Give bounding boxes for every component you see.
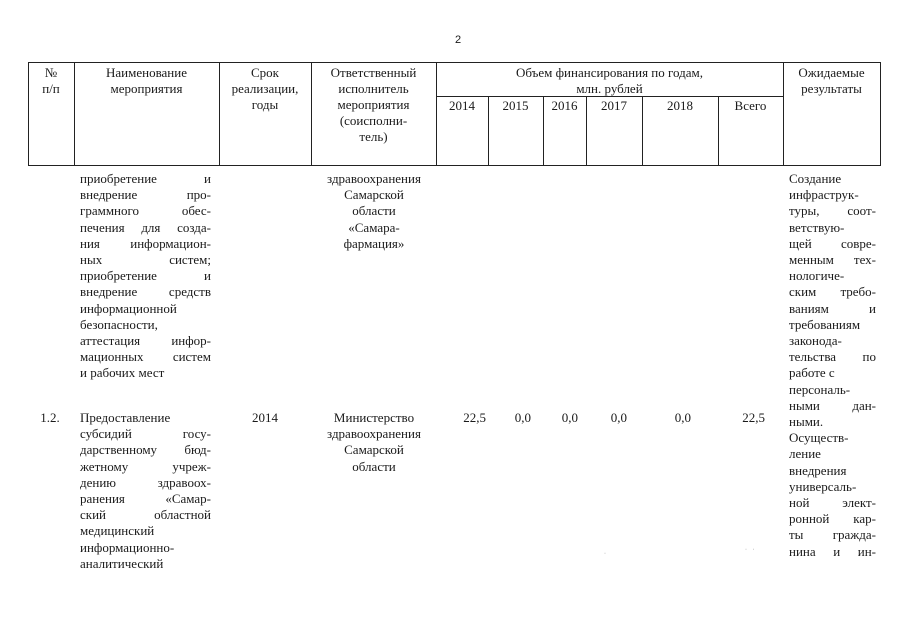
header-period: Срок реализации, годы	[231, 65, 299, 112]
row-1-2-value-total: 22,5	[742, 410, 765, 425]
row-1-2-value-2015: 0,0	[514, 410, 531, 425]
continuation-executor-cell: здравоохранения Самарской области «Самара- фармация»	[327, 171, 421, 251]
row-1-2-name-cell: Предоставление субсидий госу- дарственному бюд- жетному учреж- дению здравоох- ранения «Самар- ский областной медицинский информационно- аналитический	[80, 410, 211, 571]
header-total: Всего	[734, 98, 767, 113]
row-1-2-value-2017: 0,0	[610, 410, 627, 425]
header-year-2014: 2014	[449, 98, 475, 113]
row-1-2-number: 1.2.	[40, 410, 60, 425]
header-year-2017: 2017	[601, 98, 627, 113]
grid-v12	[880, 62, 881, 166]
header-executor: Ответственный исполнитель мероприятия (соисполни- тель)	[330, 65, 417, 144]
header-name: Наименование мероприятия	[106, 65, 187, 96]
page-number: 2	[454, 34, 462, 46]
header-funding: Объем финансирования по годам, млн. рублей	[515, 65, 704, 96]
header-results: Ожидаемые результаты	[798, 65, 865, 96]
scan-speck: · ·	[745, 547, 757, 553]
header-year-2015: 2015	[502, 98, 529, 113]
results-cell: Создание инфраструк- туры, соот- ветствую- щей совре- менным тех- нологиче- ским требо- ваниям и требованиям законода- тельства по работе с персональ- ными дан- ными. Осуществ- ление внедрения универсаль- ной элект- ронной кар- ты гражда- нина и ин-	[789, 171, 876, 559]
row-1-2-value-2016: 0,0	[561, 410, 578, 425]
grid-header-bottom	[28, 165, 880, 166]
header-number: № п/п	[42, 65, 60, 96]
row-1-2-value-2018: 0,0	[674, 410, 691, 425]
header-year-2018: 2018	[667, 98, 693, 113]
grid-top	[28, 62, 880, 63]
continuation-name-cell: приобретение и внедрение про- граммного обес- печения для созда- ния информацион- ных систем; приобретение и внедрение средств информационной безопасности, аттестация инфор- мационных систем и рабочих мест	[80, 171, 211, 381]
row-1-2-value-2014: 22,5	[463, 410, 486, 425]
row-1-2-period: 2014	[252, 410, 278, 425]
header-year-2016: 2016	[551, 98, 578, 113]
scan-speck: ·	[604, 551, 608, 557]
row-1-2-executor-cell: Министерство здравоохранения Самарской области	[327, 410, 421, 474]
